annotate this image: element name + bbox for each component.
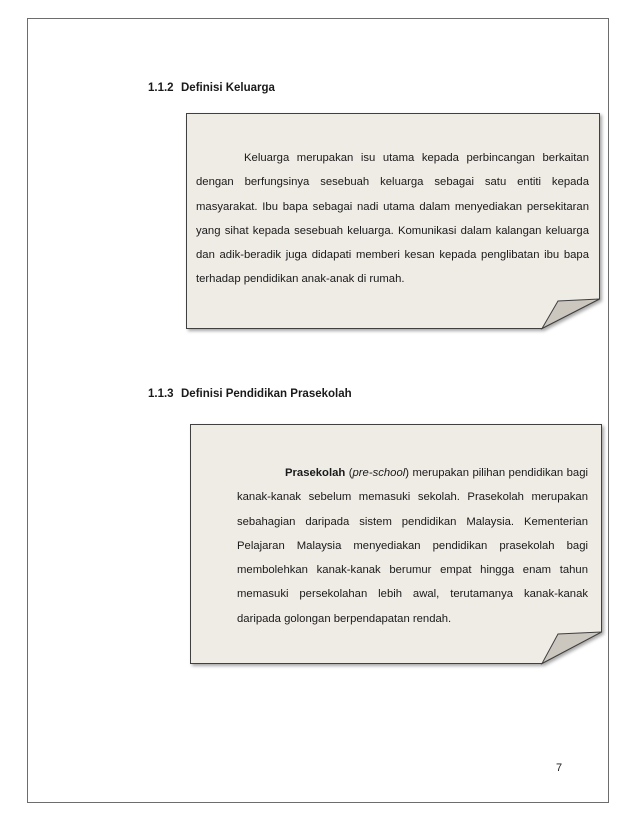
section-heading-prasekolah [148,388,352,400]
note-paragraph-text: merupakan pilihan pendidikan bagi kanak-kanak sebelum memasuki sekolah. Prasekolah merupakan sebahagian daripada sistem pendidikan Malaysia. Kementerian Pelajaran Malaysia menyediakan pendidikan prasekolah bagi membolehkan kanak-kanak berumur empat hingga enam tahun memasuki persekolahan lebih awal, terutamanya kanak-kanak daripada golongan berpendapatan rendah. [237,467,589,625]
note-card-keluarga [186,113,600,329]
section-number: 1.1.2 [148,82,174,94]
note-paragraph: Keluarga merupakan isu utama kepada perbincangan berkaitan dengan berfungsinya sesebuah keluarga sebagai satu entiti kepada masyarakat. Ibu bapa sebagai nadi utama dalam menyediakan persekitaran yang sihat kepada sesebuah keluarga. Komunikasi dalam kalangan keluarga dan adik-beradik juga didapati memberi kesan kepada penglibatan ibu bapa terhadap pendidikan anak-anak di rumah. [196,152,589,286]
section-title: Definisi Keluarga [181,82,275,94]
term-english: pre-school [352,467,406,479]
term-prasekolah: Prasekolah [285,467,346,479]
section-heading-keluarga [148,82,275,94]
page-number: 7 [556,762,563,774]
note-body [237,461,588,631]
paren-open: ( [345,467,353,479]
note-body [196,146,589,292]
section-title: Definisi Pendidikan Prasekolah [181,388,352,400]
note-card-prasekolah [190,424,602,664]
section-number: 1.1.3 [148,388,174,400]
paren-close: ) [405,467,413,479]
note-paragraph [237,461,588,631]
